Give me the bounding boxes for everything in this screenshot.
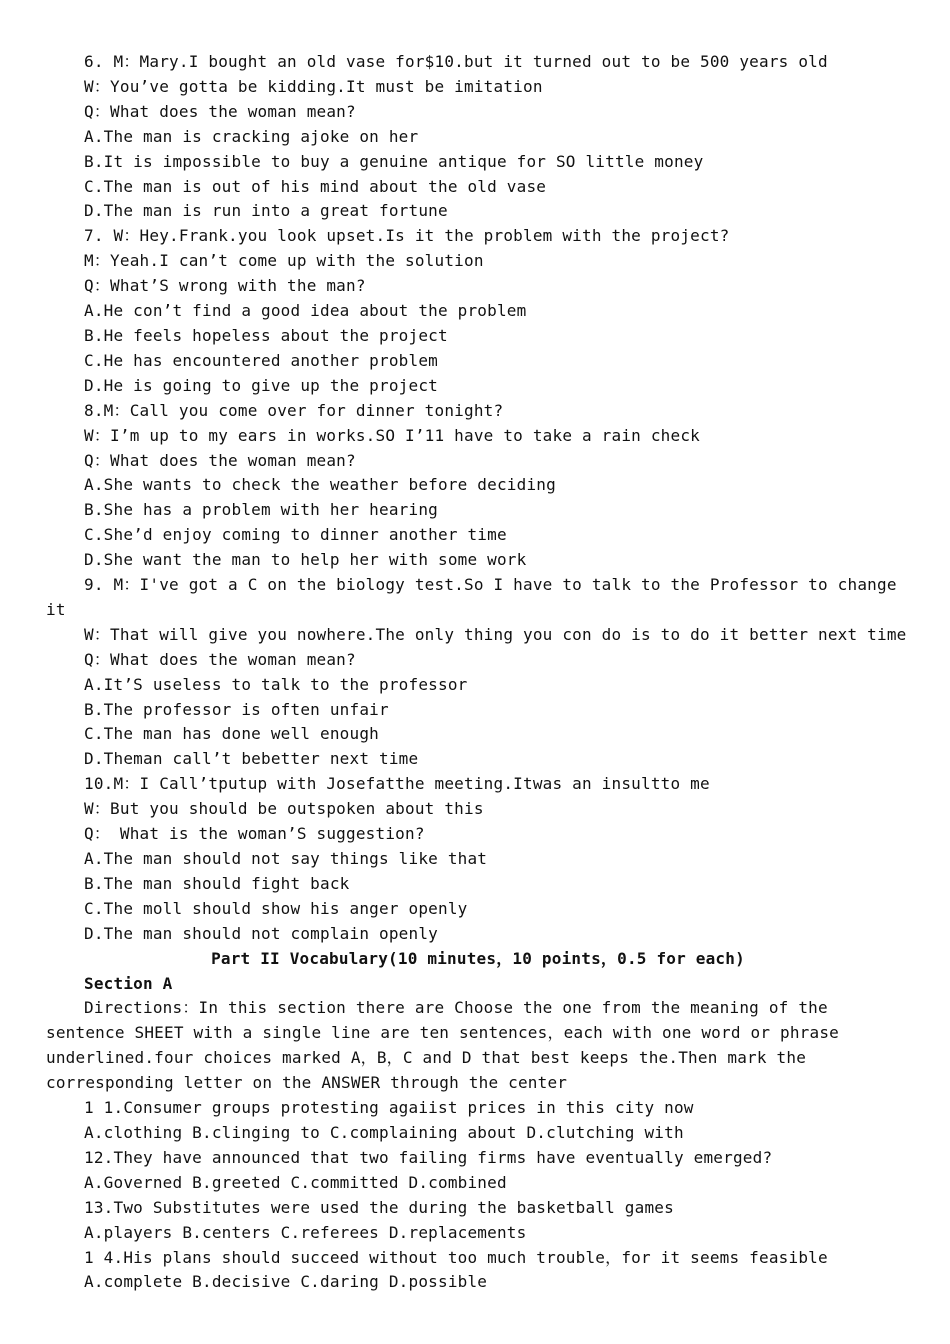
question-10-prompt: Q： What is the woman’S suggestion? — [84, 824, 425, 844]
question-14-options: A.complete B.decisive C.daring D.possible — [84, 1272, 488, 1292]
question-6-option-c: C.The man is out of his mind about the old vase — [84, 176, 547, 196]
question-9-prompt: Q：What does the woman mean? — [84, 649, 356, 669]
question-10-dialogue-man: 10.M：I Call’tputup with Josefatthe meeting.Itwas an insultto me — [84, 774, 710, 794]
question-7-dialogue-man: M：Yeah.I can’t come up with the solution — [84, 251, 484, 271]
question-10-option-d: D.The man should not complain openly — [84, 923, 438, 943]
question-9-option-a: A.It’S useless to talk to the professor — [84, 674, 468, 694]
directions-paragraph: Directions：In this section there are Choose the one from the meaning of the sentence SHEET with a single line are ten sentences，each with one word or phrase underlined.four choices marked A，B，C and D that best keeps the.Then mark the corresponding letter on the ANSWER through the center — [46, 998, 839, 1093]
question-8-option-b: B.She has a problem with her hearing — [84, 500, 438, 520]
question-8-option-c: C.She’d enjoy coming to dinner another time — [84, 525, 507, 545]
question-6-option-b: B.It is impossible to buy a genuine antique for SO little money — [84, 151, 704, 171]
question-6-option-d: D.The man is run into a great fortune — [84, 201, 448, 221]
question-11-options: A.clothing B.clinging to C.complaining about D.clutching with — [84, 1122, 684, 1142]
question-14-sentence: 1 4.His plans should succeed without too much trouble，for it seems feasible — [84, 1247, 828, 1267]
question-8-option-d: D.She want the man to help her with some work — [84, 550, 527, 570]
question-7-prompt: Q：What’S wrong with the man? — [84, 276, 366, 296]
question-13-sentence: 13.Two Substitutes were used the during the basketball games — [84, 1197, 674, 1217]
question-10-option-b: B.The man should fight back — [84, 873, 350, 893]
question-8-dialogue-woman: W：I’m up to my ears in works.SO I’11 have to take a rain check — [84, 425, 701, 445]
question-9-dialogue-man-continued: it — [46, 599, 66, 619]
question-10-dialogue-woman: W：But you should be outspoken about this — [84, 799, 484, 819]
question-7-option-b: B.He feels hopeless about the project — [84, 325, 448, 345]
question-9-dialogue-man: 9. M：I've got a C on the biology test.So I have to talk to the Professor to change — [84, 575, 897, 595]
question-7-dialogue-woman: 7. W：Hey.Frank.you look upset.Is it the problem with the project? — [84, 226, 730, 246]
question-11-sentence: 1 1.Consumer groups protesting agaiist prices in this city now — [84, 1098, 694, 1118]
question-9-option-d: D.Theman call’t bebetter next time — [84, 749, 419, 769]
question-9-dialogue-woman: W：That will give you nowhere.The only thing you con do is to do it better next time — [84, 624, 907, 644]
question-13-options: A.players B.centers C.referees D.replacements — [84, 1222, 527, 1242]
question-8-dialogue-man: 8.M：Call you come over for dinner tonight? — [84, 400, 504, 420]
question-7-option-d: D.He is going to give up the project — [84, 375, 438, 395]
question-7-option-a: A.He con’t find a good idea about the problem — [84, 301, 527, 321]
question-12-options: A.Governed B.greeted C.committed D.combined — [84, 1172, 507, 1192]
question-10-option-c: C.The moll should show his anger openly — [84, 898, 468, 918]
section-a-heading: Section A — [84, 973, 173, 993]
question-7-option-c: C.He has encountered another problem — [84, 350, 438, 370]
question-6-dialogue-man: 6. M：Mary.I bought an old vase for$10.but it turned out to be 500 years old — [84, 52, 828, 71]
question-8-option-a: A.She wants to check the weather before deciding — [84, 475, 556, 495]
question-6-option-a: A.The man is cracking ajoke on her — [84, 126, 419, 146]
question-12-sentence: 12.They have announced that two failing firms have eventually emerged? — [84, 1147, 773, 1167]
question-9-option-c: C.The man has done well enough — [84, 724, 379, 744]
question-8-prompt: Q：What does the woman mean? — [84, 450, 356, 470]
question-9-option-b: B.The professor is often unfair — [84, 699, 389, 719]
question-10-option-a: A.The man should not say things like that — [84, 849, 488, 868]
question-6-prompt: Q：What does the woman mean? — [84, 101, 356, 121]
part-ii-heading: Part II Vocabulary(10 minutes，10 points，0.5 for each) — [211, 948, 745, 968]
question-6-dialogue-woman: W：You’ve gotta be kidding.It must be imitation — [84, 76, 543, 96]
